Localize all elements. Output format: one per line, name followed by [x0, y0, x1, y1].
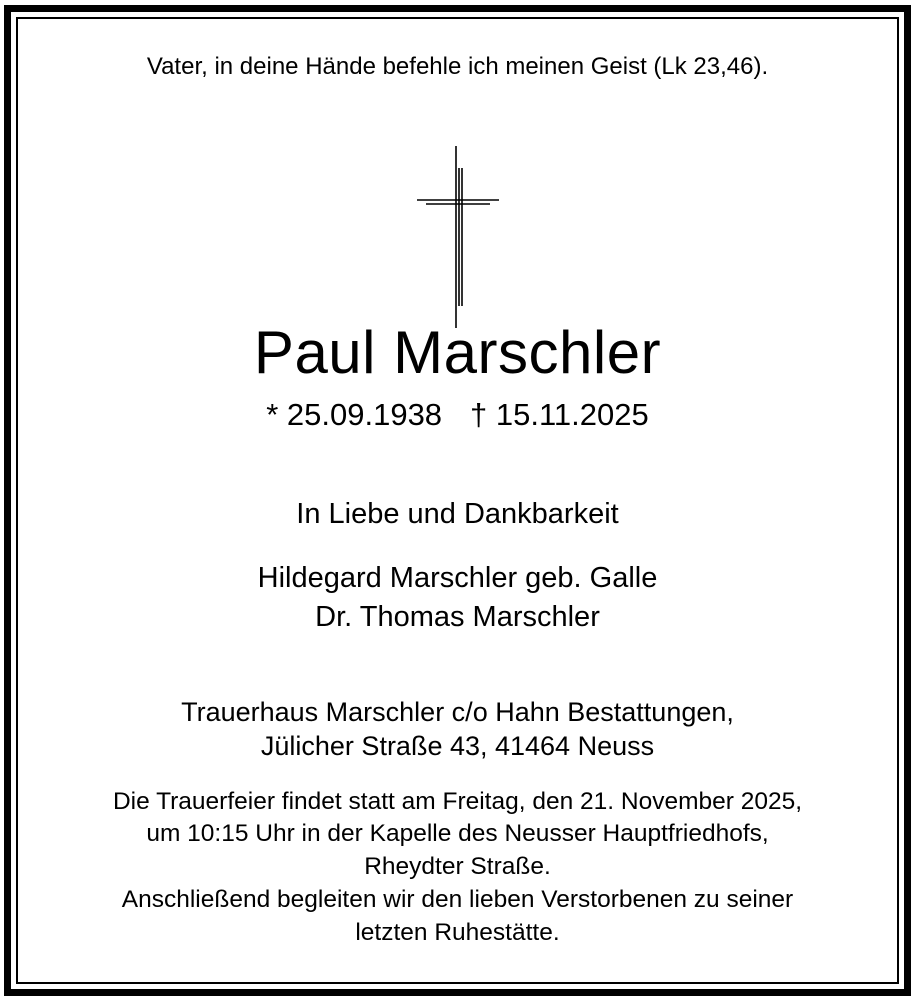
- deceased-name: Paul Marschler: [253, 319, 662, 386]
- service-info-line: um 10:15 Uhr in der Kapelle des Neusser Hauptfriedhofs,: [146, 820, 769, 847]
- birth-date: * 25.09.1938: [266, 397, 443, 432]
- death-date: † 15.11.2025: [470, 397, 649, 432]
- address-line: Jülicher Straße 43, 41464 Neuss: [260, 731, 655, 761]
- life-dates: [0, 397, 915, 433]
- cross-icon: [416, 146, 500, 328]
- dedication: In Liebe und Dankbarkeit: [296, 498, 619, 530]
- address-line: Trauerhaus Marschler c/o Hahn Bestattungen,: [181, 697, 734, 727]
- service-info-line: letzten Ruhestätte.: [355, 919, 560, 946]
- service-info-line: Die Trauerfeier findet statt am Freitag, den 21. November 2025,: [112, 788, 803, 815]
- mourner-name: Dr. Thomas Marschler: [315, 601, 600, 633]
- mourner-name: Hildegard Marschler geb. Galle: [257, 562, 658, 594]
- bible-verse: Vater, in deine Hände befehle ich meinen Geist (Lk 23,46).: [146, 53, 769, 80]
- service-info-line: Rheydter Straße.: [364, 853, 551, 880]
- service-info-line: Anschließend begleiten wir den lieben Verstorbenen zu seiner: [121, 886, 794, 913]
